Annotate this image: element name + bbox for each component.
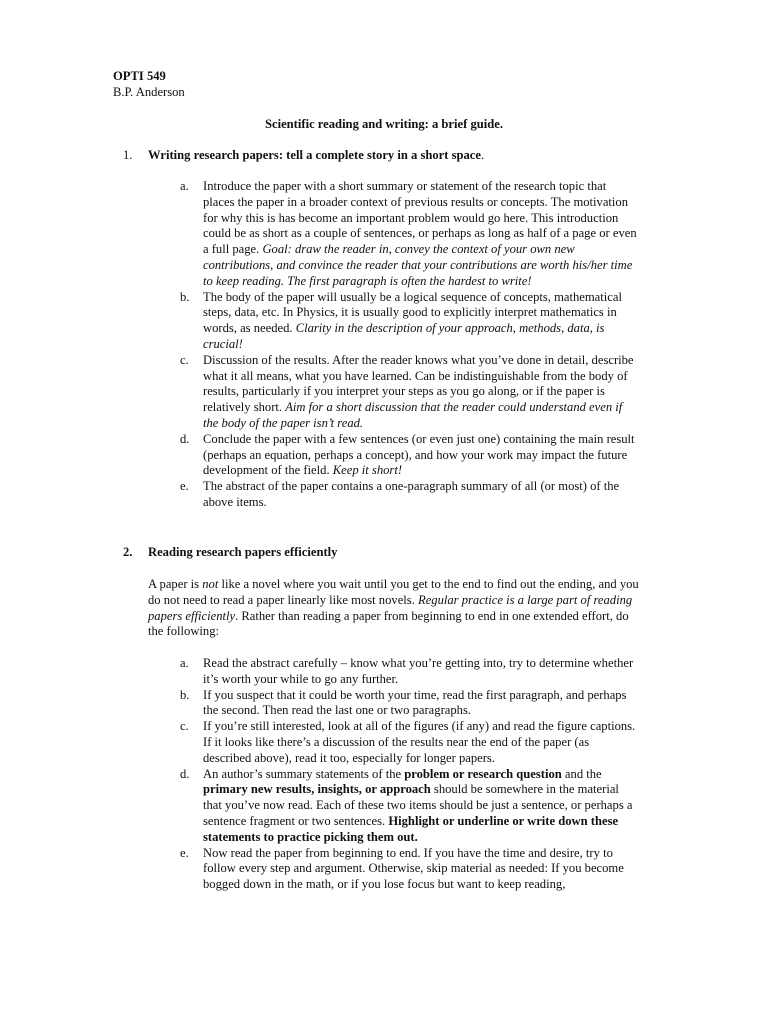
course-code: OPTI 549 xyxy=(113,69,166,83)
list-item-letter: c. xyxy=(180,352,189,367)
list-item-text xyxy=(203,719,640,766)
text-run: A paper is xyxy=(148,577,203,591)
text-run: Discussion of the results. After the reader knows what you’ve done in detail, describe what it all means, what you have learned. Can be indistinguishable from the body of results, particularly if you interpret your steps as you go along, or if the paper is relatively short. xyxy=(203,352,634,415)
document-title: Scientific reading and writing: a brief guide. xyxy=(265,117,503,131)
section-1-heading-text: Writing research papers: tell a complete story in a short space xyxy=(148,148,481,162)
list-item xyxy=(180,767,640,846)
list-item-text xyxy=(203,846,640,893)
italic-text: Keep it short! xyxy=(332,463,403,478)
bold-text: primary new results, insights, or approach xyxy=(203,782,431,797)
list-item-text xyxy=(203,432,640,479)
list-item-letter: b. xyxy=(180,289,190,304)
text-run: Introduce the paper with a short summary or statement of the research topic that places the paper in a broader context of previous results or concepts. The motivation for why this is has become an important problem would go here. This introduction could be as short as a couple of sentences, or perhaps as long as half of a page or even a full page. xyxy=(203,179,637,257)
list-item xyxy=(180,479,640,511)
section-1-heading xyxy=(148,148,484,164)
list-item-text xyxy=(203,179,640,290)
list-item-letter: d. xyxy=(180,431,190,446)
bold-text: problem or research question xyxy=(404,766,562,781)
list-item xyxy=(180,179,640,290)
text-run: If you suspect that it could be worth your time, read the first paragraph, and perhaps the second. Then read the last one or two paragraphs. xyxy=(203,687,627,718)
bold-text: Highlight or underline or write down these statements to practice picking them out. xyxy=(203,813,619,844)
text-run: Conclude the paper with a few sentences (or even just one) containing the main result (perhaps an equation, perhaps a concept), and how your work may impact the future development of the field. xyxy=(203,431,635,478)
list-item xyxy=(180,656,640,688)
author-name: B.P. Anderson xyxy=(113,85,185,99)
text-run: An author’s summary statements of the xyxy=(203,766,405,781)
list-item xyxy=(180,353,640,432)
text-run: The abstract of the paper contains a one-paragraph summary of all (or most) of the above items. xyxy=(203,479,620,509)
text-run: The body of the paper will usually be a logical sequence of concepts, mathematical steps, data, etc. In Physics, it is usually good to explicitly interpret mathematics in words, as needed. xyxy=(203,289,622,336)
list-item xyxy=(180,846,640,893)
list-item-text xyxy=(203,353,640,432)
list-item-text xyxy=(203,656,640,688)
list-item xyxy=(180,290,640,353)
section-2-intro-paragraph xyxy=(148,577,642,640)
list-item-letter: b. xyxy=(180,687,190,702)
section-1-number: 1. xyxy=(123,148,133,162)
section-1-heading-period: . xyxy=(480,148,485,162)
list-item-letter: c. xyxy=(180,719,189,734)
list-item xyxy=(180,432,640,479)
text-run: Now read the paper from beginning to end. If you have the time and desire, try to follow every step and argument. Otherwise, skip material as needed: If you become bogged down in the math, or if you lose focus but want to keep reading, xyxy=(203,845,624,892)
italic-text: Goal: draw the reader in, convey the context of your own new contributions, and convince the reader that your contributions are worth his/her time to keep reading. The first paragraph is often the hardest to write! xyxy=(203,242,633,288)
list-item xyxy=(180,688,640,720)
text-run: like a novel where you wait until you get to the end to find out the ending, and you do not need to read a paper linearly like most novels. xyxy=(148,577,639,607)
list-item-text xyxy=(203,290,640,353)
list-item-letter: d. xyxy=(180,766,190,781)
text-run: . Rather than reading a paper from beginning to end in one extended effort, do the following: xyxy=(148,608,629,639)
italic-text: Regular practice is a large part of reading papers efficiently xyxy=(148,592,633,623)
list-item-text xyxy=(203,479,640,511)
list-item xyxy=(180,719,640,766)
italic-text: Clarity in the description of your approach, methods, data, is crucial! xyxy=(203,321,605,351)
section-1-list xyxy=(180,179,640,511)
list-item-letter: e. xyxy=(180,479,189,494)
section-2-number: 2. xyxy=(123,545,133,559)
list-item-letter: a. xyxy=(180,179,189,193)
text-run: should be somewhere in the material that you’ve now read. Each of these two items should be just a sentence, or perhaps a sentence fragment or two sentences. xyxy=(203,782,633,828)
section-2-list xyxy=(180,656,640,893)
list-item-letter: e. xyxy=(180,845,189,860)
list-item-text xyxy=(203,767,640,846)
section-2-heading: Reading research papers efficiently xyxy=(148,545,338,559)
text-run: and the xyxy=(561,766,602,781)
list-item-letter: a. xyxy=(180,656,189,670)
italic-text: Aim for a short discussion that the reader could understand even if the body of the paper isn’t read. xyxy=(203,400,623,430)
italic-text: not xyxy=(202,577,219,591)
text-run: Read the abstract carefully – know what you’re getting into, try to determine whether it’s worth your while to go any further. xyxy=(203,656,634,686)
text-run: If you’re still interested, look at all of the figures (if any) and read the figure captions. If it looks like there’s a discussion of the results near the end of the paper (as described above), read it too, especially for longer papers. xyxy=(203,719,636,765)
list-item-text xyxy=(203,688,640,720)
